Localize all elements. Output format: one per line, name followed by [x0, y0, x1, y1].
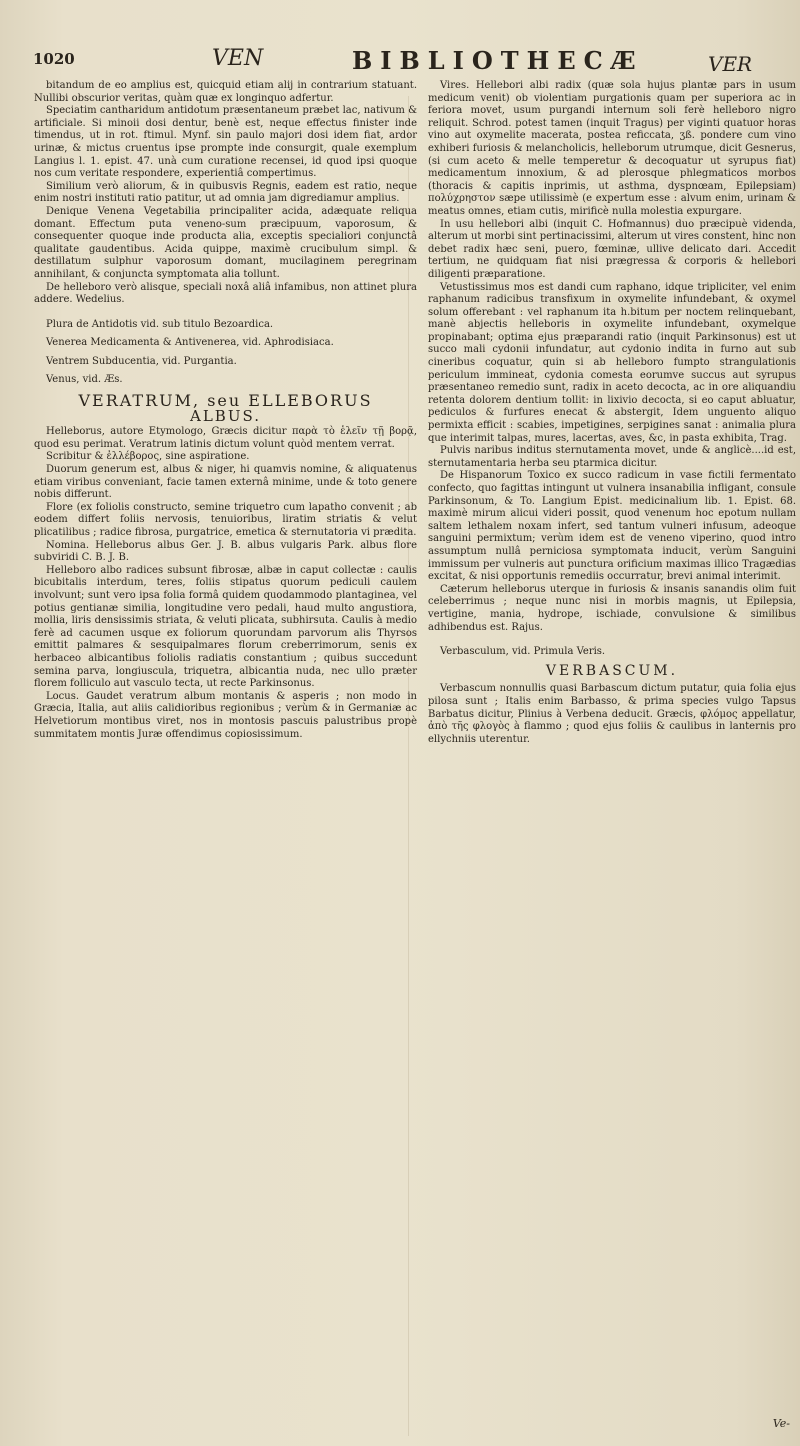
- paragraph: Helleboro albo radices subsunt fibrosæ, albæ in caput collectæ : caulis bicubitalis interdum, teres, foliis stipatus quorum pediculi caulem involvunt; sunt vero ipsa folia formâ quidem quodammodo plantaginea, vel potius gentianæ similia, longitudine vero pedali, haud multo angustiora, mollia, liris densissimis striata, & veluti plicata, subhirsuta. Caulis à medio ferè ad cacumen usque ex foliorum quorundam parvorum alis Thyrsos emittit palmares & sesquipalmares florum creberrimorum, senis ex herbaceo albicantibus foliolis radiatis constantium ; quibus succedunt semina parva, longiuscula, triquetra, albicantia nuda, nec ullo præter florem folliculo aut vasculo tecta, ut recte Parkinsonus.: [34, 564, 417, 690]
- paragraph: bitandum de eo amplius est, quicquid etiam alij in contrarium statuant. Nullibi obscurior veritas, quàm quæ ex longinquo adfertur.: [34, 80, 417, 104]
- catchword-footer: Ve-: [772, 1417, 790, 1430]
- paragraph: Scribitur & ἐλλέβορος, sine aspiratione.: [46, 451, 250, 463]
- page-header: [0, 0, 800, 80]
- paragraph: De helleboro verò alisque, speciali noxâ aliâ infamibus, non attinet plura addere. Wedelius.: [34, 281, 417, 306]
- spacer: [428, 634, 796, 640]
- paragraph: Verbascum nonnullis quasi Barbascum dictum putatur, quia folia ejus pilosa sunt ; Italis enim Barbasso, & prima species vulgo Tapsus Barbatus dicitur, Plinius à Verbena deducit. Græcis, φλόμος appellatur, ἀπὸ τῆς φλογὸς à flammo ; quod ejus foliis & caulibus in lanternis pro ellychniis uterentur.: [428, 683, 796, 745]
- cross-reference: Plura de Antidotis vid. sub titulo Bezoardica.: [46, 318, 274, 330]
- paragraph: De Hispanorum Toxico ex succo radicum in vase fictili fermentato confecto, quo fagittas intingunt ut vulnera insanabilia infligant, consule Parkinsonum, & To. Langium Epist. medicinalium lib. 1. Epist. 68. maximè mirum alicui videri possit, quod venenum hoc epotum nullam saltem lethalem noxam infert, sed tantum vulneri infusum, adeoque sanguini permixtum; verùm idem est de veneno viperino, quod intro assumptum nullâ perniciosa symptomata inducit, verùm Sanguini immissum per vulneris aut punctura orificium maximas illico Tragædias excitat, & nisi opportunis remediis occurratur, brevi animal interimit.: [428, 470, 796, 583]
- catchword-right: VER: [708, 52, 753, 76]
- right-column: [428, 80, 796, 746]
- paragraph: Flore (ex foliolis constructo, semine triquetro cum lapatho convenit ; ab eodem differt foliis nervosis, tenuioribus, liratim striatis & velut plicatilibus ; radice fibrosa, purgatrice, emetica & sternutatoria vi prædita.: [34, 501, 417, 538]
- paragraph: Vires. Hellebori albi radix (quæ sola hujus plantæ pars in usum medicum venit) ob violentiam purgationis quam per superiora ac in feriora movet, usum purgandi internum soli ferè helleboro nigro reliquit. Schrod. potest tamen (inquit Tragus) per viginti quatuor horas vino aut oxymelite macerata, postea reficcata, ʒß. pondere cum vino exhiberi furiosis & melancholicis, helleborum utrumque, dicit Gesnerus, (si cum aceto & melle temperetur & decoquatur ut syrupus fiat) medicamentum innoxium, & ad plerosque phlegmaticos morbos (thoracis & capitis inprimis, ut asthma, dyspnœam, Epilepsiam) πολύχρηστον sæpe utilissimè (e expertum esse : alvum enim, urinam & meatus omnes, etiam cutis, mirificè nulla molestia expurgare.: [428, 80, 796, 217]
- paragraph: Helleborus, autore Etymologo, Græcis dicitur παρὰ τὸ ἑλεῖν τῇ βορᾷ, quod esu perimat. Veratrum latinis dictum volunt quòd mentem verrat.: [34, 426, 417, 450]
- running-title: BIBLIOTHECÆ: [352, 46, 644, 75]
- paragraph: Vetustissimus mos est dandi cum raphano, idque tripliciter, vel enim raphanum radicibus transfixum in oxymelite infundebant, & oxymel solum offerebant : vel raphanum ita h.bitum per noctem relinquebant, manè abjectis helleboris in oxymelite infundebant, oxymelque propinabant; optima ejus præparandi ratio (inquit Parkinsonus) est ut succo mali cydonii infundatur, aut cydonio indita in furno aut sub cineribus coquatur, quin si ab helleboro fumpto strangulationis periculum immineat, cydonia comesta eorumve succus aut syrupus præsentaneo remedio sunt, radix in aceto decocta, ac in ore aliquandiu retenta dolorem dentium tollit: in lixivio decocta, si eo caput abluatur, pediculos & furfures enecat & abstergit, Idem unguento aliquo permixta efficit : scabies, impetigines, serpigines sanat : animalia plura que interimit talpas, mures, lacertas, aves, &c, in pasta exhibita, Trag.: [428, 281, 796, 444]
- paragraph: Speciatim cantharidum antidotum præsentaneum præbet lac, nativum & artificiale. Si minoii dosi dentur, benè est, neque effectus finister inde timendus, ut in rot. ftimul. Mynf. sin paulo majori dosi idem fiat, ardor urinæ, & mictus cruentus ipse prompte inde consurgit, quale exemplum Langius l. 1. epist. 47. unà cum curatione recensei, id quod ipsi quoque nos cum veritate respondere, experientiâ compertimus.: [34, 105, 417, 180]
- spacer: [34, 307, 417, 313]
- paragraph: Similium verò aliorum, & in quibusvis Regnis, eadem est ratio, neque enim nostri instituti ratio patitur, ut ad omnia jam digrediamur amplius.: [34, 180, 417, 205]
- cross-reference: Verbasculum, vid. Primula Veris.: [440, 646, 606, 658]
- paragraph: Cæterum helleborus uterque in furiosis & insanis sanandis olim fuit celeberrimus ; neque nunc nisi in morbis magnis, ut Epilepsia, vertigine, mania, hydrope, ischiade, convulsione & similibus adhibendus est. Rajus.: [428, 583, 796, 633]
- cross-reference: Ventrem Subducentia, vid. Purgantia.: [46, 355, 237, 367]
- catchword-left: VEN: [212, 46, 264, 71]
- left-column: [34, 80, 417, 741]
- paragraph: Locus. Gaudet veratrum album montanis & asperis ; non modo in Græcia, Italia, aut aliis calidioribus regionibus ; verùm & in Germaniæ ac Helvetiorum montibus viret, nos in montosis pascuis palustribus propè summitatem montis Juræ offendimus copiosissimum.: [34, 690, 417, 740]
- entry-heading: VERBASCUM.: [545, 662, 679, 679]
- paragraph: Duorum generum est, albus & niger, hi quamvis nomine, & aliquatenus etiam viribus conveniant, facie tamen externâ minime, unde & toto genere nobis differunt.: [34, 464, 417, 501]
- page-number: 1020: [33, 50, 75, 68]
- paragraph: Nomina. Helleborus albus Ger. J. B. albus vulgaris Park. albus flore subviridi C. B. J. B.: [34, 539, 417, 564]
- cross-reference: Venus, vid. Æs.: [46, 374, 123, 386]
- paragraph: Pulvis naribus inditus sternutamenta movet, unde & anglicè....id est, sternutamentaria herba seu ptarmica dicitur.: [428, 445, 796, 469]
- paragraph: In usu hellebori albi (inquit C. Hofmannus) duo præcipuè videnda, alterum ut morbi sint pertinacissimi, alterum ut vires constent, hinc non debet radix hæc seni, puero, fœminæ, ullive delicato dari. Accedit tertium, ne quidquam fiat nisi prægressa & corporis & hellebori diligenti præparatione.: [428, 218, 796, 280]
- entry-heading: VERATRUM, seu ELLEBORUS: [78, 391, 373, 411]
- cross-reference: Venerea Medicamenta & Antivenerea, vid. Aphrodisiaca.: [46, 337, 334, 349]
- entry-subheading: ALBUS.: [190, 406, 261, 425]
- paragraph: Denique Venena Vegetabilia principaliter acida, adæquate reliqua domant. Effectum puta veneno-sum præcipuum, vaporosum, & consequenter quoque inde producta alia, exceptis specialiori conjunctâ qualitate gaudentibus. Acida quippe, maximè crucibulum simpl. & destillatum sulphur vaporosum domant, mucilaginem peregrinam annihilant, & conjuncta symptomata alia tollunt.: [34, 205, 417, 280]
